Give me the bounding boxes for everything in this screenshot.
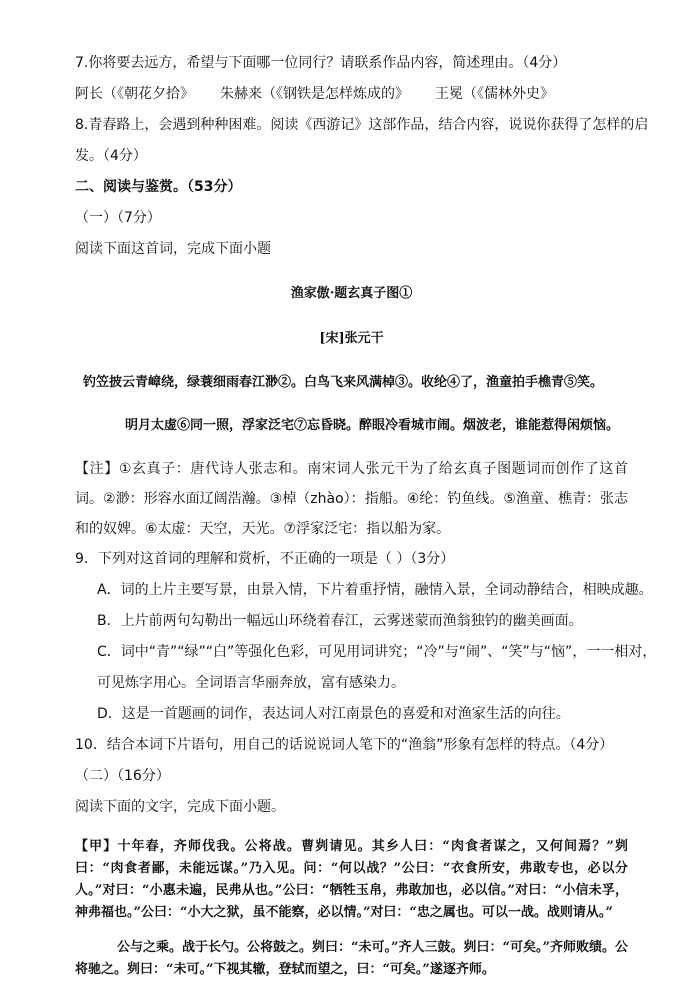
question-8-line-2: 发。（4分） [75, 148, 147, 164]
poem-author: [宋]张元干 [319, 331, 384, 346]
poem-title: 渔家傲·题玄真子图① [290, 286, 413, 301]
question-9-option-d: D．这是一首题画的词作，表达词人对江南景色的喜爱和对渔家生活的向往。 [97, 706, 570, 722]
question-7: 7.你将要去远方，希望与下面哪一位同行？请联系作品内容，简述理由。（4分） [75, 55, 567, 71]
passage-tag: 【甲】 [75, 839, 118, 854]
part-2-label: （二）（16分） [75, 768, 170, 784]
part-2-instruction: 阅读下面的文字，完成下面小题。 [75, 799, 285, 815]
question-9-option-a: A．词的上片主要写景，由景入情，下片着重抒情，融情入景，全词动静结合，相映成趣。 [97, 582, 653, 598]
passage-paragraph-1-text: 十年春，齐师伐我。公将战。曹刿请见。其乡人曰：“肉食者谋之，又何间焉？”刿曰：“肉食者鄙，未能远谋。”乃入见。问：“何以战？”公曰：“衣食所安，弗敢专也，必以分人。”对曰：“小惠未遍，民弗从也。”公曰：“牺牲玉帛，弗敢加也，必以信。”对曰：“小信未孚，神弗福也。”公曰：“小大之狱，虽不能察，必以情。”对曰：“忠之属也。可以一战。战则请从。” [75, 839, 628, 920]
question-9-option-c: C．词中“青”“绿”“白”等强化色彩，可见用词讲究；“冷”与“闹”、“笑”与“恼”，一一相对， [97, 644, 657, 660]
part-1-instruction: 阅读下面这首词，完成下面小题 [75, 241, 271, 257]
question-8-line-1: 8.青春路上，会遇到种种困难。阅读《西游记》这部作品，结合内容，说说你获得了怎样的启 [75, 117, 649, 133]
poem-line-1: 钓笠披云青嶂绕，绿蓑细雨春江渺②。白鸟飞来风满棹③。收纶④了，渔童拍手樵青⑤笑。 [83, 375, 604, 390]
passage-paragraph-1 [75, 836, 628, 924]
question-10: 10．结合本词下片语句，用自己的话说说词人笔下的“渔翁”形象有怎样的特点。（4分） [75, 737, 614, 753]
passage-paragraph-2: 公与之乘。战于长勺。公将鼓之。刿曰：“未可。”齐人三鼓。刿曰：“可矣。”齐师败绩。公将驰之。刿曰：“未可。”下视其辙，登轼而望之，曰：“可矣。”遂逐齐师。 [75, 940, 628, 977]
work-option-1: 阿长（《朝花夕拾》 [75, 86, 194, 102]
poem-note: 【注】①玄真子：唐代诗人张志和。南宋词人张元干为了给玄真子图题词而创作了这首词。②渺：形容水面辽阔浩瀚。③棹（zhào）：指船。④纶：钓鱼线。⑤渔童、樵青：张志和的奴婢。⑥太虚：天空，天光。⑦浮家泛宅：指以船为家。 [75, 461, 628, 537]
work-option-2: 朱赫来（《钢铁是怎样炼成的》 [220, 86, 409, 102]
section-heading: 二、阅读与鉴赏。（53分） [75, 179, 242, 195]
poem-line-2: 明月太虚⑥同一照，浮家泛宅⑦忘昏晓。醉眼冷看城市闹。烟波老，谁能惹得闲烦恼。 [125, 418, 620, 433]
question-9-option-c-continued: 可见炼字用心。全词语言华丽奔放，富有感染力。 [97, 675, 405, 691]
part-1-label: （一）（7分） [75, 210, 161, 226]
question-9-stem: 9．下列对这首词的理解和赏析，不正确的一项是（ ）（3分） [75, 551, 455, 567]
work-option-3: 王冕（《儒林外史》 [435, 86, 554, 102]
question-7-options [75, 79, 628, 110]
question-9-option-b: B．上片前两句勾勒出一幅远山环绕着春江，云雾迷蒙而渔翁独钓的幽美画面。 [97, 613, 583, 629]
